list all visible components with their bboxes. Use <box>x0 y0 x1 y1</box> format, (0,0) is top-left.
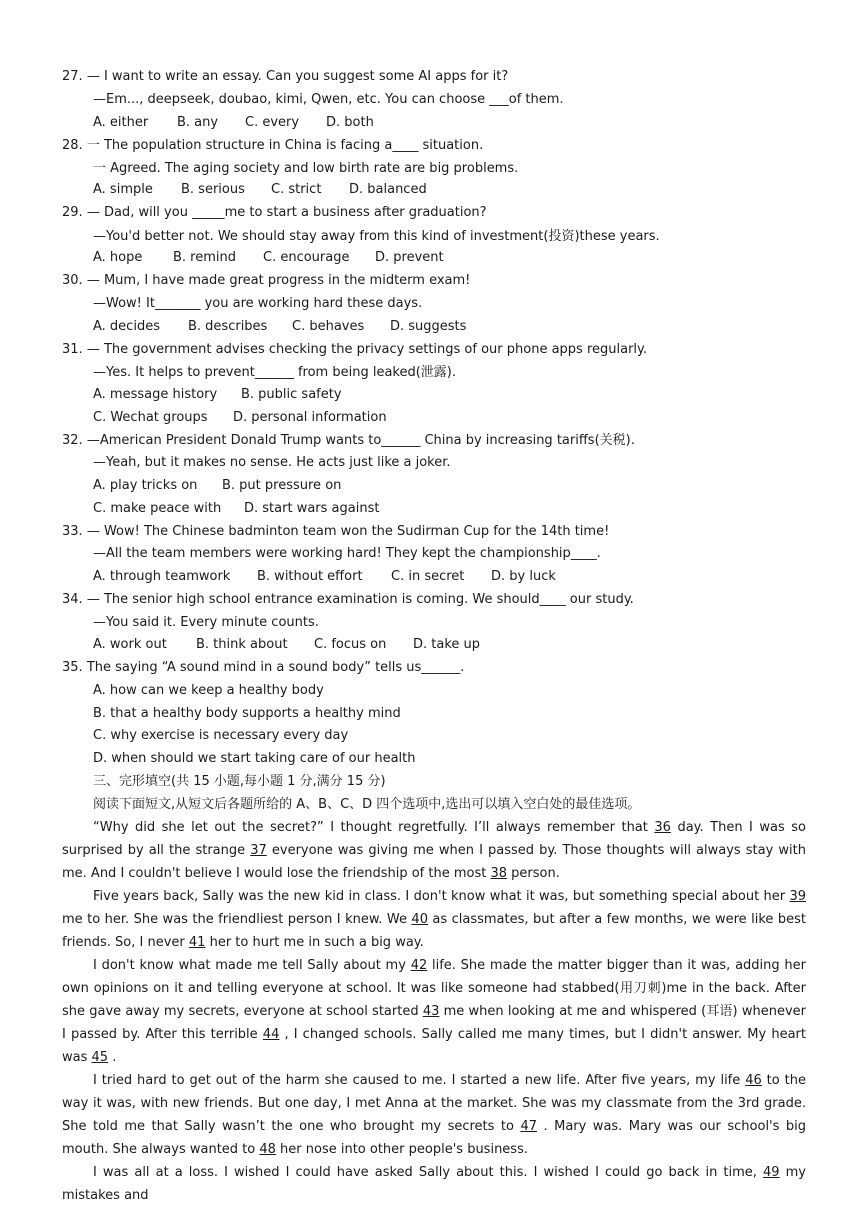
passage-text: me to her. She was the friendliest person I knew. We <box>62 912 412 927</box>
option-d: D. personal information <box>233 410 387 425</box>
option-b: B. any <box>177 115 219 130</box>
question-text: The saying “A sound mind in a sound body” tells us______. <box>86 660 465 675</box>
question-number: 32. <box>62 433 83 448</box>
blank-number: 47 <box>520 1119 537 1134</box>
answer-line: —Em..., deepseek, doubao, kimi, Qwen, etc. You can choose ___of them. <box>93 92 564 107</box>
option-b: B. without effort <box>257 569 363 584</box>
question-31 <box>62 342 822 358</box>
passage-text: her nose into other people's business. <box>275 1142 528 1157</box>
passage-text: to the way it was, with new friends. But one day, I met Anna at the market. She was my classmate from the 3rd grade. She told me that Sally wasn’t the one who brought my secrets to <box>62 1073 806 1134</box>
question-text: — The senior high school entrance examination is coming. We should____ our study. <box>86 592 634 607</box>
option-a: A. work out <box>93 637 167 652</box>
option-d: D. suggests <box>390 319 467 334</box>
question-29 <box>62 205 822 221</box>
blank-number: 46 <box>745 1073 762 1088</box>
passage-text: , I changed schools. Sally called me many times, but I didn't answer. My heart was <box>62 1027 806 1065</box>
option-b: B. put pressure on <box>222 478 342 493</box>
question-number: 30. <box>62 273 83 288</box>
option-a: A. simple <box>93 182 153 197</box>
option-c: C. strict <box>271 182 322 197</box>
section-title: 三、完形填空(共 15 小题,每小题 1 分,满分 15 分) <box>93 774 386 789</box>
question-27 <box>62 69 822 85</box>
passage-text: “Why did she let out the secret?” I thought regretfully. I’ll always remember that <box>93 820 655 835</box>
question-text: 一 The population structure in China is facing a____ situation. <box>86 138 484 153</box>
question-30 <box>62 273 822 289</box>
question-number: 27. <box>62 69 83 84</box>
passage-text: Five years back, Sally was the new kid in class. I don't know what it was, but something special about her <box>93 889 790 904</box>
question-text: — Mum, I have made great progress in the midterm exam! <box>86 273 471 288</box>
blank-number: 37 <box>250 843 267 858</box>
question-number: 29. <box>62 205 83 220</box>
blank-number: 49 <box>763 1165 780 1180</box>
question-32 <box>62 433 822 449</box>
option-d: D. by luck <box>491 569 556 584</box>
option-c: C. make peace with <box>93 501 222 516</box>
passage-text: I was all at a loss. I wished I could have asked Sally about this. I wished I could go back in time, <box>93 1165 764 1180</box>
answer-line: —Yes. It helps to prevent______ from being leaked(泄露). <box>93 365 457 380</box>
question-text: — The government advises checking the privacy settings of our phone apps regularly. <box>86 342 648 357</box>
question-text: — I want to write an essay. Can you suggest some AI apps for it? <box>86 69 509 84</box>
passage-text: . <box>108 1050 117 1065</box>
passage-text: everyone was giving me when I passed by. Those thoughts will always stay with me. And I couldn't believe I would lose the friendship of the most <box>62 843 806 881</box>
passage-paragraph <box>62 1161 806 1207</box>
cloze-passage <box>62 816 806 1207</box>
question-number: 33. <box>62 524 83 539</box>
answer-line: 一 Agreed. The aging society and low birth rate are big problems. <box>93 161 519 176</box>
option-a: A. either <box>93 115 149 130</box>
passage-text: . Mary was. Mary was our school's big mouth. She always wanted to <box>62 1119 807 1157</box>
passage-paragraph <box>62 816 806 885</box>
passage-text: her to hurt me in such a big way. <box>205 935 424 950</box>
answer-line: —Wow! It_______ you are working hard these days. <box>93 296 423 311</box>
answer-line: —Yeah, but it makes no sense. He acts just like a joker. <box>93 455 451 470</box>
option-c: C. encourage <box>263 250 350 265</box>
option-c: C. behaves <box>292 319 365 334</box>
option-c: C. why exercise is necessary every day <box>93 728 349 743</box>
option-a: A. through teamwork <box>93 569 231 584</box>
blank-number: 39 <box>789 889 806 904</box>
option-d: D. take up <box>413 637 481 652</box>
question-number: 31. <box>62 342 83 357</box>
option-b: B. public safety <box>241 387 342 402</box>
blank-number: 44 <box>262 1027 280 1042</box>
question-number: 28. <box>62 138 83 153</box>
option-a: A. play tricks on <box>93 478 198 493</box>
blank-number: 48 <box>259 1142 276 1157</box>
passage-text: as classmates, but after a few months, we were like best friends. So, I never <box>62 912 806 950</box>
passage-text: me when looking at me and whispered (耳语) whenever I passed by. After this terrible <box>62 1004 806 1042</box>
option-a: A. decides <box>93 319 160 334</box>
question-34 <box>62 592 822 608</box>
blank-number: 43 <box>422 1004 440 1019</box>
passage-text: I don't know what made me tell Sally about my <box>93 958 411 973</box>
option-d: D. both <box>326 115 374 130</box>
blank-number: 45 <box>91 1050 109 1065</box>
question-33 <box>62 524 822 540</box>
option-b: B. that a healthy body supports a healthy mind <box>93 706 401 721</box>
answer-line: —All the team members were working hard! They kept the championship____. <box>93 546 601 561</box>
passage-text: person. <box>507 866 560 881</box>
passage-text: my mistakes and <box>62 1165 806 1203</box>
option-c: C. focus on <box>314 637 387 652</box>
question-35 <box>62 660 822 676</box>
option-a: A. hope <box>93 250 143 265</box>
option-d: D. when should we start taking care of our health <box>93 751 416 766</box>
passage-paragraph <box>62 954 806 1069</box>
blank-number: 40 <box>411 912 428 927</box>
section-instruction: 阅读下面短文,从短文后各题所给的 A、B、C、D 四个选项中,选出可以填入空白处的最佳选项。 <box>93 797 641 812</box>
question-28 <box>62 138 822 154</box>
answer-line: —You'd better not. We should stay away from this kind of investment(投资)these years. <box>93 229 660 244</box>
blank-number: 42 <box>410 958 428 973</box>
option-b: B. describes <box>188 319 268 334</box>
option-c: C. every <box>245 115 300 130</box>
option-b: B. remind <box>173 250 237 265</box>
question-text: — Dad, will you _____me to start a business after graduation? <box>86 205 487 220</box>
option-c: C. Wechat groups <box>93 410 208 425</box>
option-c: C. in secret <box>391 569 465 584</box>
option-d: D. balanced <box>349 182 427 197</box>
answer-line: —You said it. Every minute counts. <box>93 615 319 630</box>
question-number: 34. <box>62 592 83 607</box>
option-d: D. start wars against <box>244 501 380 516</box>
blank-number: 36 <box>654 820 671 835</box>
option-b: B. think about <box>196 637 288 652</box>
option-a: A. how can we keep a healthy body <box>93 683 324 698</box>
option-d: D. prevent <box>375 250 444 265</box>
passage-text: day. Then I was so surprised by all the strange <box>62 820 806 858</box>
question-text: —American President Donald Trump wants to______ China by increasing tariffs(关税). <box>86 433 635 448</box>
option-a: A. message history <box>93 387 218 402</box>
question-number: 35. <box>62 660 83 675</box>
question-text: — Wow! The Chinese badminton team won the Sudirman Cup for the 14th time! <box>86 524 610 539</box>
blank-number: 38 <box>490 866 508 881</box>
passage-text: I tried hard to get out of the harm she caused to me. I started a new life. After five years, my life <box>93 1073 746 1088</box>
option-b: B. serious <box>181 182 245 197</box>
passage-paragraph <box>62 1069 806 1161</box>
blank-number: 41 <box>188 935 206 950</box>
passage-paragraph <box>62 885 806 954</box>
passage-text: life. She made the matter bigger than it was, adding her own opinions on it and telling everyone at school. It was like someone had stabbed(用刀刺)me in the back. After she gave away my secrets, everyone at school started <box>62 958 806 1019</box>
